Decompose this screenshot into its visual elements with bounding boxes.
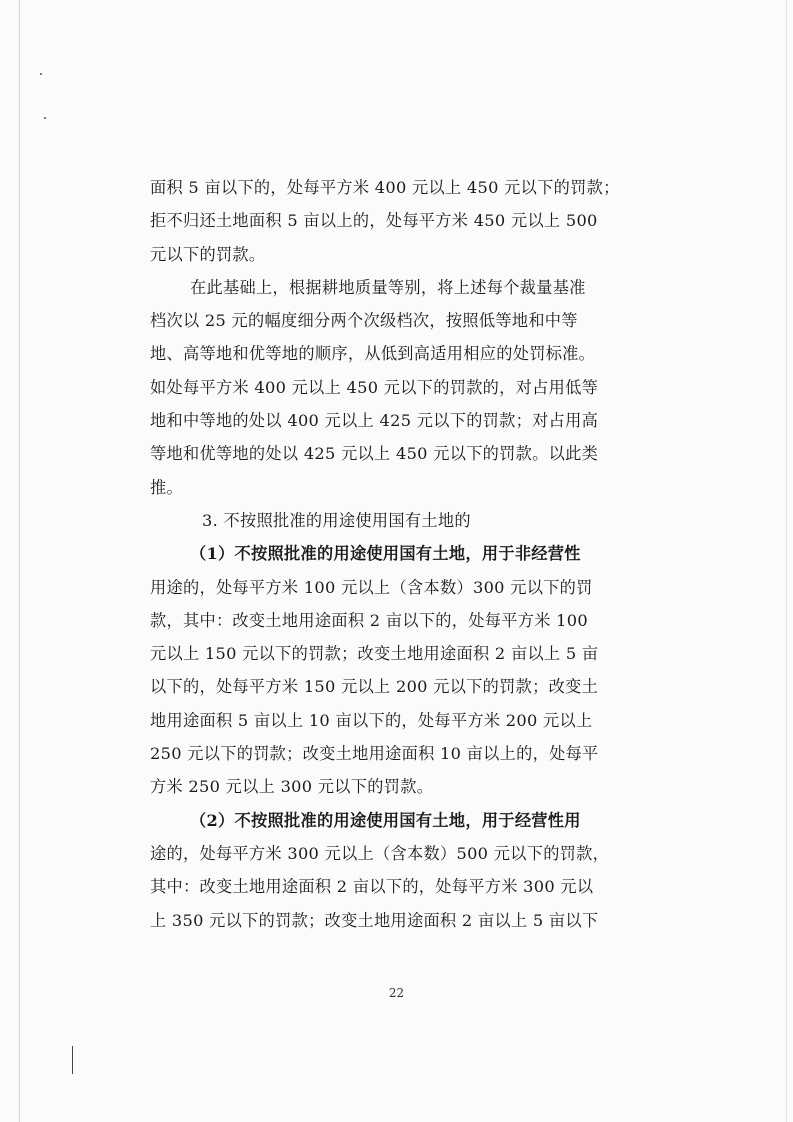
- scan-edge-left: [19, 0, 20, 1122]
- page-number: 22: [388, 986, 405, 1000]
- text-line: 途的，处每平方米 300 元以上（含本数）500 元以下的罚款，: [150, 843, 610, 863]
- scan-speck: [40, 73, 42, 75]
- text-line: 地用途面积 5 亩以上 10 亩以下的，处每平方米 200 元以上: [150, 710, 593, 730]
- text-line: 款，其中：改变土地用途面积 2 亩以下的，处每平方米 100: [150, 610, 588, 630]
- text-line: （2）不按照批准的用途使用国有土地，用于经营性用: [190, 810, 581, 830]
- text-line: 地和中等地的处以 400 元以上 425 元以下的罚款；对占用高: [150, 411, 599, 431]
- text-line: 如处每平方米 400 元以上 450 元以下的罚款的，对占用低等: [150, 377, 599, 397]
- text-line: 以下的，处每平方米 150 元以上 200 元以下的罚款；改变土: [150, 677, 599, 697]
- text-line: 面积 5 亩以下的，处每平方米 400 元以上 450 元以下的罚款；: [150, 178, 620, 197]
- text-line: 在此基础上，根据耕地质量等别，将上述每个裁量基准: [190, 277, 586, 297]
- text-line: 地、高等地和优等地的顺序，从低到高适用相应的处罚标准。: [150, 344, 596, 364]
- text-line: 档次以 25 元的幅度细分两个次级档次，按照低等地和中等: [150, 311, 578, 331]
- scan-speck: [44, 117, 46, 119]
- text-line: 用途的，处每平方米 100 元以上（含本数）300 元以下的罚: [150, 577, 593, 597]
- text-line: 元以上 150 元以下的罚款；改变土地用途面积 2 亩以上 5 亩: [150, 644, 599, 664]
- text-line: 等地和优等地的处以 425 元以上 450 元以下的罚款。以此类: [150, 444, 599, 464]
- scan-margin-mark: [72, 1046, 73, 1074]
- text-line: 250 元以下的罚款；改变土地用途面积 10 亩以上的，处每平: [150, 744, 599, 764]
- section-heading: 3. 不按照批准的用途使用国有土地的: [202, 510, 471, 530]
- document-body: [150, 171, 650, 937]
- scan-edge-right: [786, 0, 787, 1122]
- text-line: 拒不归还土地面积 5 亩以上的，处每平方米 450 元以上 500: [150, 211, 598, 231]
- text-line: 方米 250 元以上 300 元以下的罚款。: [150, 777, 434, 797]
- text-line: 元以下的罚款。: [150, 244, 266, 264]
- text-line: 其中：改变土地用途面积 2 亩以下的，处每平方米 300 元以: [150, 877, 594, 897]
- text-line: 推。: [150, 477, 183, 497]
- text-line: 上 350 元以下的罚款；改变土地用途面积 2 亩以上 5 亩以下: [150, 910, 599, 930]
- text-line: （1）不按照批准的用途使用国有土地，用于非经营性: [190, 544, 581, 564]
